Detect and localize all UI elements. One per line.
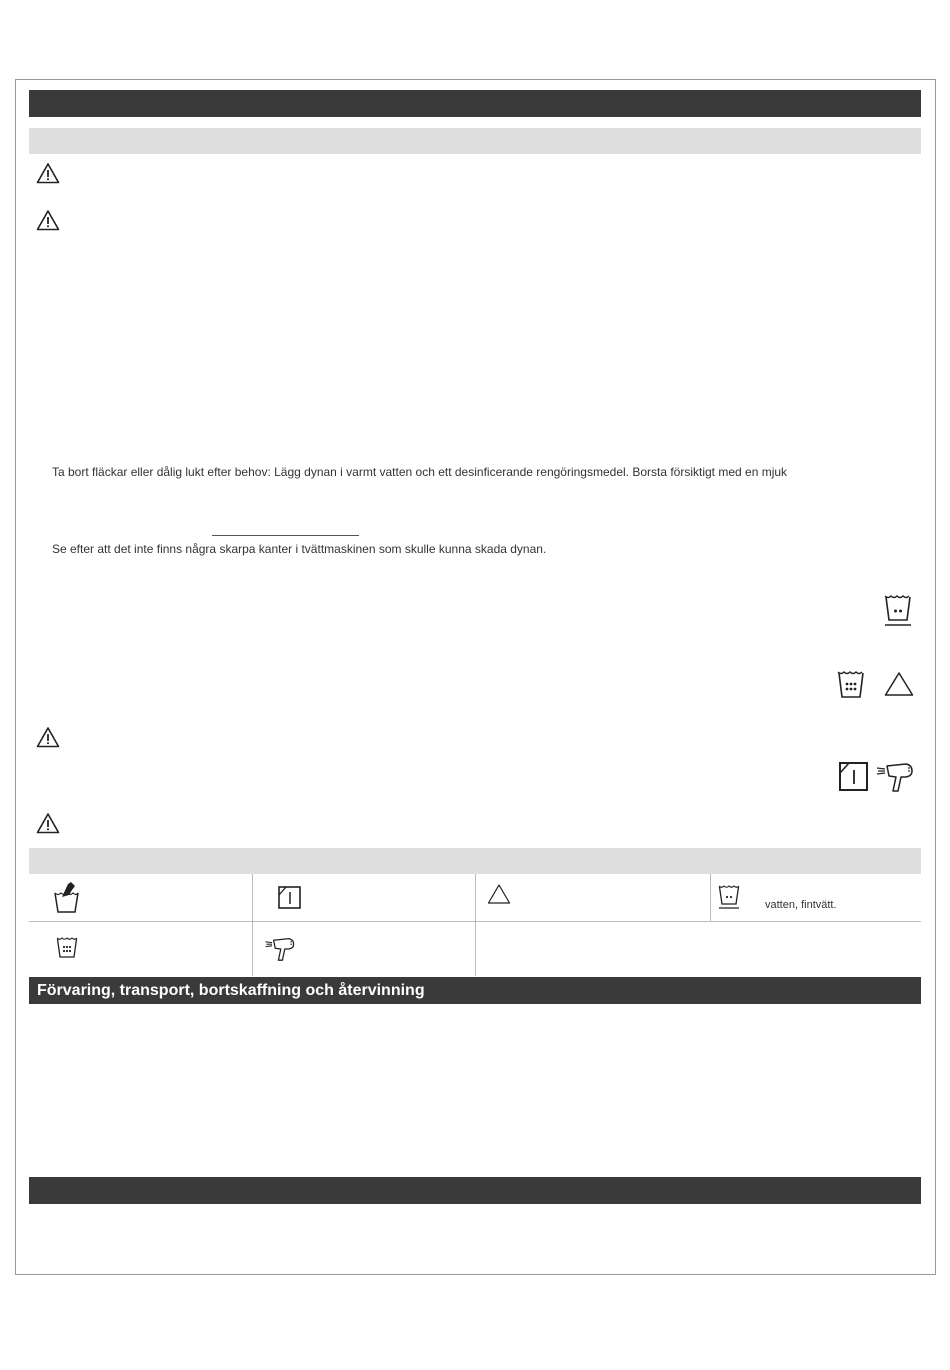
warning-icon <box>36 162 60 184</box>
wash-gentle-icon <box>717 882 741 912</box>
warning-icon <box>36 209 60 231</box>
hand-wash-icon <box>53 881 81 915</box>
underline-divider <box>212 535 359 536</box>
gentle-wash-text: vatten, fintvätt. <box>765 899 837 911</box>
table-row-divider <box>29 921 921 922</box>
table-divider <box>252 874 253 976</box>
subsection-header-bar <box>29 128 921 154</box>
stain-removal-text: Ta bort fläckar eller dålig lukt efter behov: Lägg dynan i varmt vatten och ett desinficerande rengöringsmedel. Borsta försiktigt med en mjuk <box>52 465 788 479</box>
wash-60-icon <box>55 934 79 960</box>
hair-dryer-icon <box>875 760 915 794</box>
storage-section-header <box>29 977 921 1004</box>
symbols-table-header <box>29 848 921 874</box>
bleach-icon <box>487 883 511 905</box>
wash-30-icon <box>883 592 913 628</box>
table-divider <box>475 874 476 976</box>
section-header-bar <box>29 90 921 117</box>
storage-section-title: Förvaring, transport, bortskaffning och återvinning <box>37 982 425 999</box>
page-frame <box>15 79 936 1275</box>
warning-icon <box>36 726 60 748</box>
wash-60-icon <box>836 668 866 700</box>
section-header-bar <box>29 1177 921 1204</box>
warning-icon <box>36 812 60 834</box>
bleach-icon <box>884 671 914 697</box>
machine-wash-text: Se efter att det inte finns några skarpa kanter i tvättmaskinen som skulle kunna skada dynan. <box>52 542 547 556</box>
tumble-dry-icon <box>838 761 870 793</box>
table-divider <box>710 874 711 921</box>
tumble-dry-icon <box>277 885 303 911</box>
hair-dryer-icon <box>264 935 296 963</box>
